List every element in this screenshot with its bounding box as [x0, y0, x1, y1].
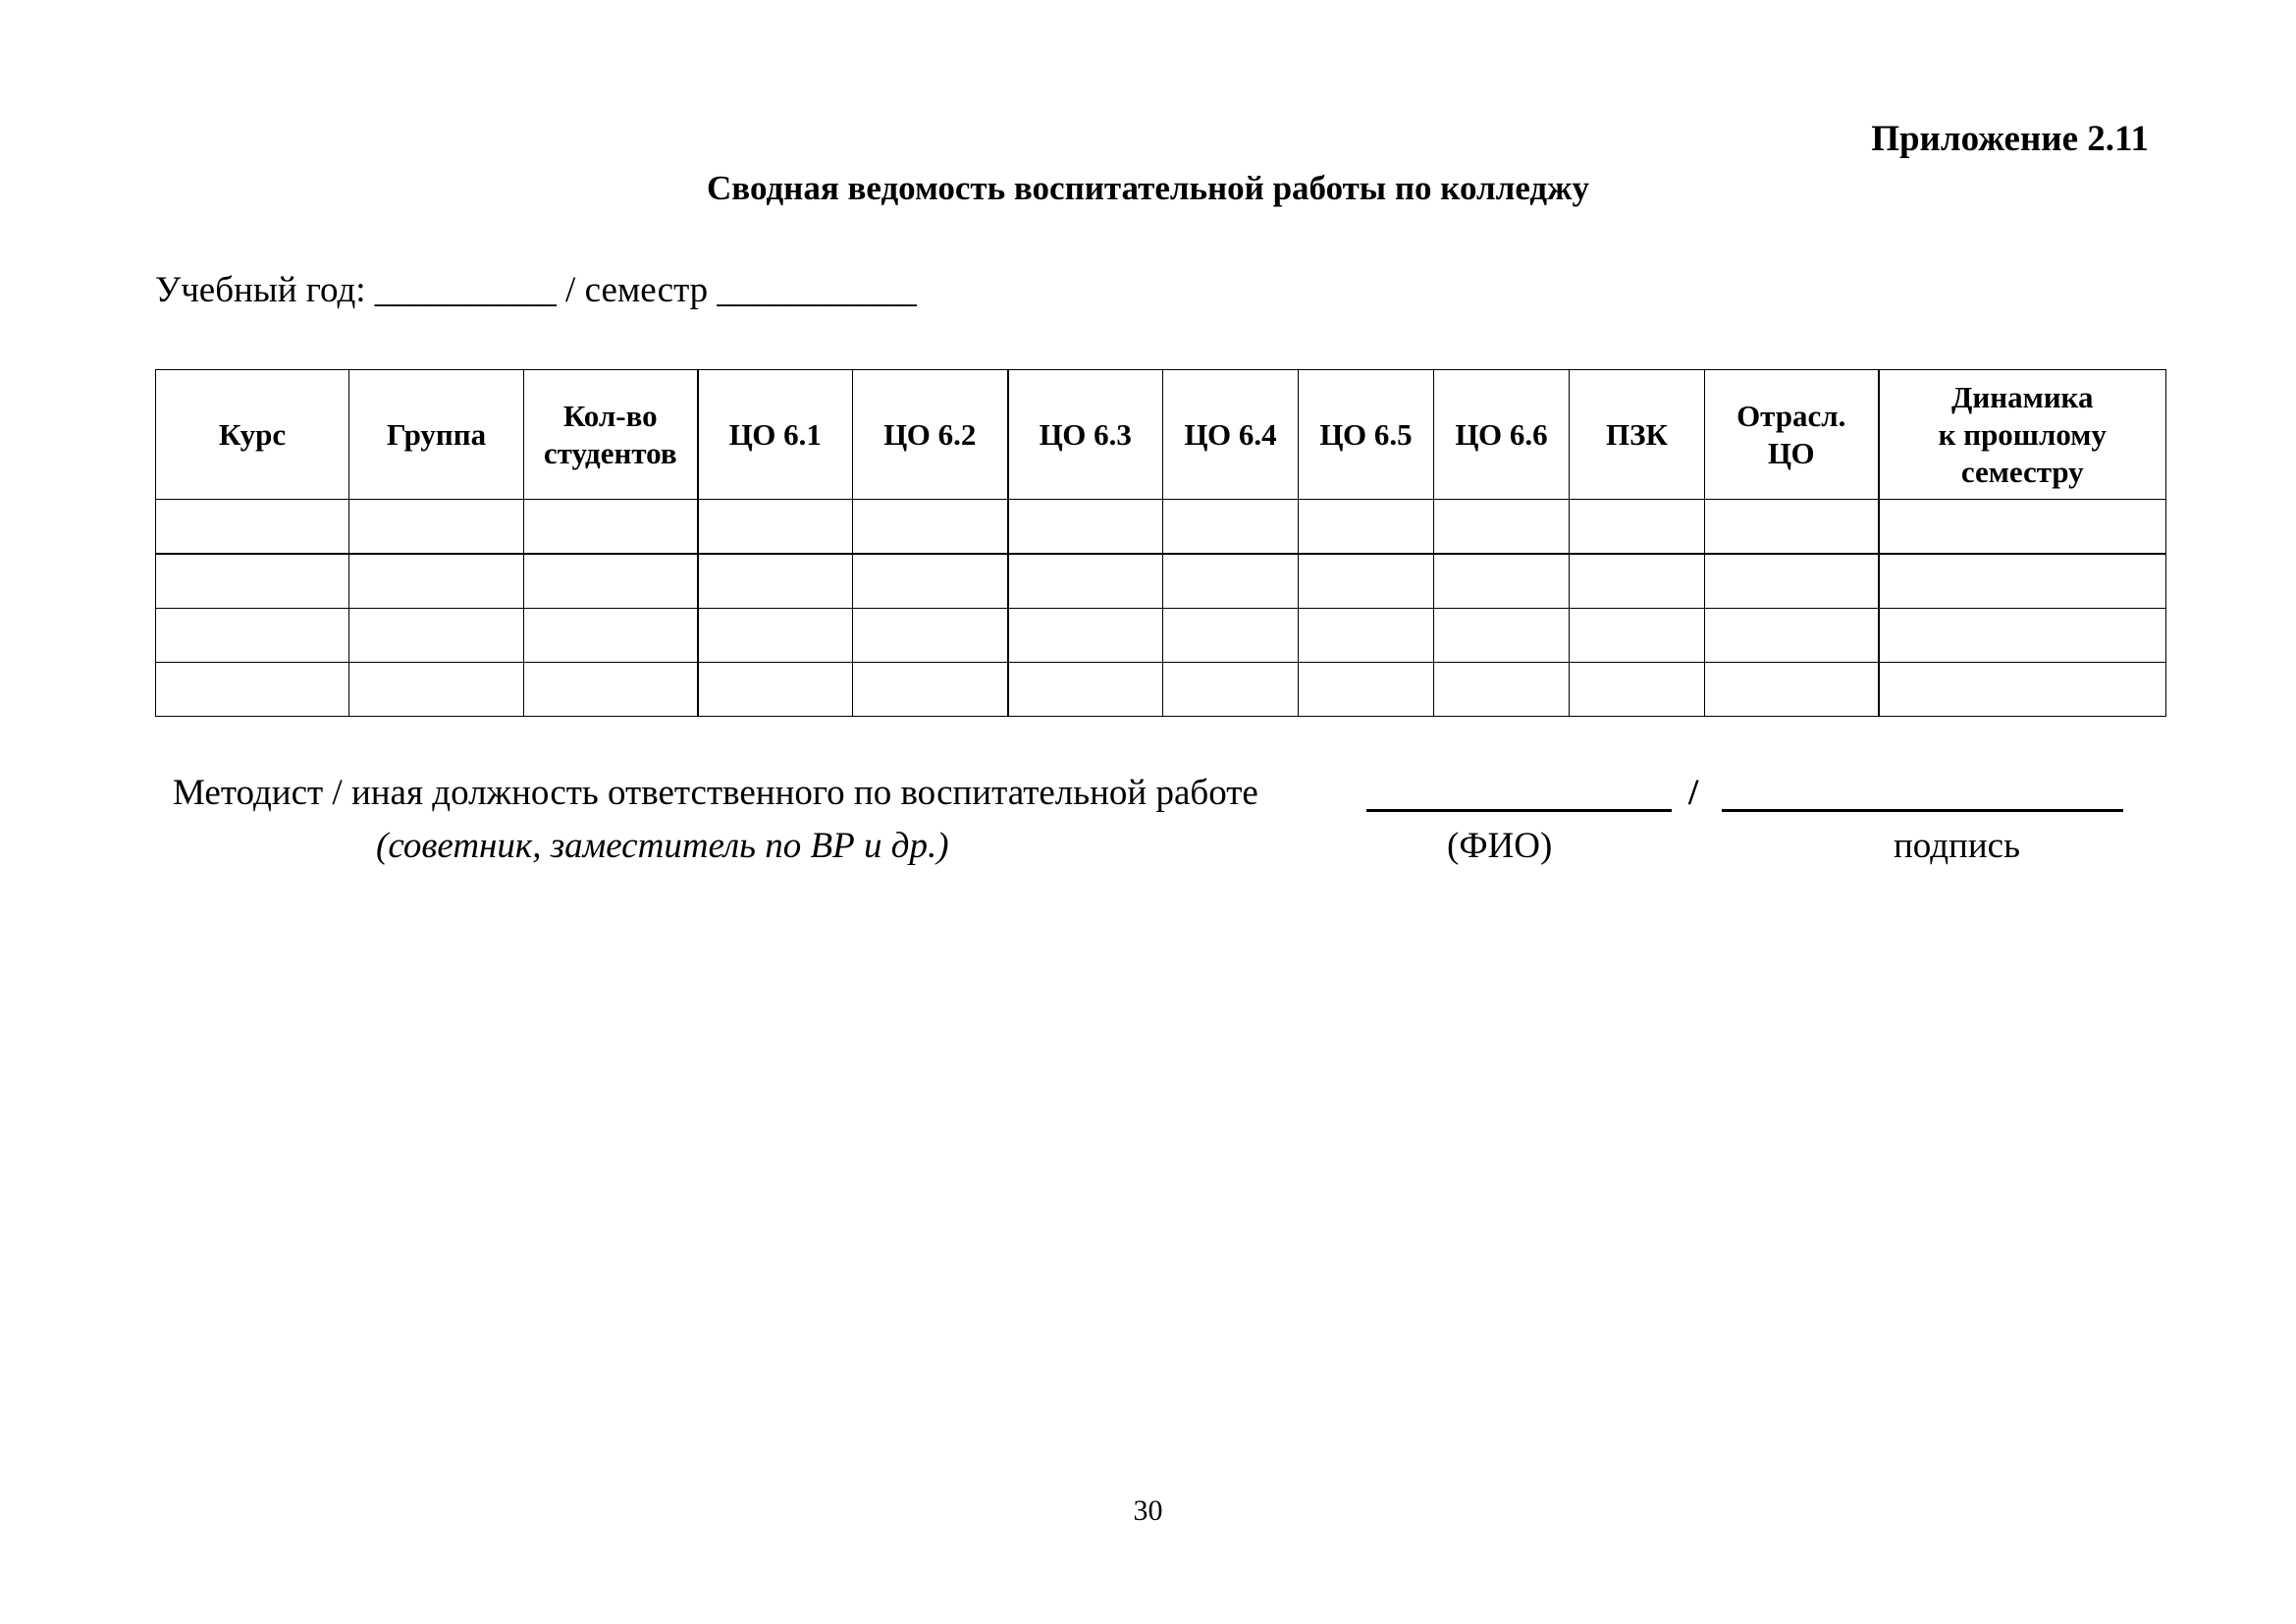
- table-cell[interactable]: [1879, 609, 2166, 663]
- table-cell[interactable]: [1299, 500, 1434, 555]
- table-cell[interactable]: [156, 554, 349, 609]
- table-cell[interactable]: [1299, 554, 1434, 609]
- page-number: 30: [1133, 1494, 1163, 1527]
- table-cell[interactable]: [1705, 609, 1879, 663]
- table-cell[interactable]: [853, 554, 1008, 609]
- table-row: [156, 500, 2166, 555]
- table-cell[interactable]: [1570, 500, 1705, 555]
- table-cell[interactable]: [349, 554, 524, 609]
- table-cell[interactable]: [1570, 609, 1705, 663]
- column-header-co-6-1: ЦО 6.1: [698, 370, 853, 500]
- table-cell[interactable]: [1570, 663, 1705, 717]
- table-cell[interactable]: [1008, 500, 1163, 555]
- responsible-position-note: (советник, заместитель по ВР и др.): [376, 826, 949, 866]
- column-header-group: Группа: [349, 370, 524, 500]
- table-header-row: [156, 370, 2166, 500]
- signature-separator: /: [1688, 773, 1699, 813]
- table-cell[interactable]: [698, 609, 853, 663]
- table-cell[interactable]: [524, 663, 698, 717]
- table-cell[interactable]: [1434, 663, 1570, 717]
- table-cell[interactable]: [1163, 609, 1299, 663]
- table-cell[interactable]: [1879, 554, 2166, 609]
- table-row: [156, 554, 2166, 609]
- table-cell[interactable]: [524, 500, 698, 555]
- table-cell[interactable]: [853, 500, 1008, 555]
- table-row: [156, 663, 2166, 717]
- table-cell[interactable]: [1879, 663, 2166, 717]
- table-cell[interactable]: [1705, 554, 1879, 609]
- table-cell[interactable]: [853, 663, 1008, 717]
- table-cell[interactable]: [156, 609, 349, 663]
- table-cell[interactable]: [1299, 663, 1434, 717]
- table-cell[interactable]: [698, 500, 853, 555]
- summary-table: [155, 369, 2166, 717]
- table-cell[interactable]: [1705, 500, 1879, 555]
- table-cell[interactable]: [1008, 554, 1163, 609]
- table-cell[interactable]: [698, 554, 853, 609]
- table-cell[interactable]: [1008, 663, 1163, 717]
- column-header-pzk: ПЗК: [1570, 370, 1705, 500]
- column-header-co-6-2: ЦО 6.2: [853, 370, 1008, 500]
- table-cell[interactable]: [698, 663, 853, 717]
- table-cell[interactable]: [1879, 500, 2166, 555]
- table-cell[interactable]: [524, 554, 698, 609]
- table-cell[interactable]: [524, 609, 698, 663]
- document-title: Сводная ведомость воспитательной работы по колледжу: [707, 169, 1589, 207]
- column-header-industry-co: Отрасл. ЦО: [1705, 370, 1879, 500]
- table-cell[interactable]: [156, 663, 349, 717]
- column-header-dynamics: Динамика к прошлому семестру: [1879, 370, 2166, 500]
- column-header-co-6-5: ЦО 6.5: [1299, 370, 1434, 500]
- table-cell[interactable]: [853, 609, 1008, 663]
- table-cell[interactable]: [1434, 554, 1570, 609]
- table-cell[interactable]: [349, 663, 524, 717]
- fio-field-line[interactable]: [1366, 809, 1672, 812]
- table-cell[interactable]: [156, 500, 349, 555]
- responsible-position-label: Методист / иная должность ответственного по воспитательной работе: [173, 773, 1258, 813]
- table-cell[interactable]: [1163, 663, 1299, 717]
- fio-caption: (ФИО): [1447, 826, 1553, 866]
- column-header-course: Курс: [156, 370, 349, 500]
- table-cell[interactable]: [349, 500, 524, 555]
- table-cell[interactable]: [1434, 609, 1570, 663]
- column-header-co-6-6: ЦО 6.6: [1434, 370, 1570, 500]
- table-cell[interactable]: [1570, 554, 1705, 609]
- column-header-co-6-4: ЦО 6.4: [1163, 370, 1299, 500]
- table-cell[interactable]: [1163, 554, 1299, 609]
- table-cell[interactable]: [349, 609, 524, 663]
- appendix-label: Приложение 2.11: [1871, 119, 2149, 159]
- academic-year-line: Учебный год: __________ / семестр ___________: [155, 270, 917, 310]
- signature-caption: подпись: [1894, 826, 2020, 866]
- table-cell[interactable]: [1705, 663, 1879, 717]
- table-cell[interactable]: [1008, 609, 1163, 663]
- column-header-student-count: Кол-во студентов: [524, 370, 698, 500]
- table-cell[interactable]: [1299, 609, 1434, 663]
- signature-field-line[interactable]: [1722, 809, 2123, 812]
- table-cell[interactable]: [1163, 500, 1299, 555]
- table-cell[interactable]: [1434, 500, 1570, 555]
- table-row: [156, 609, 2166, 663]
- column-header-co-6-3: ЦО 6.3: [1008, 370, 1163, 500]
